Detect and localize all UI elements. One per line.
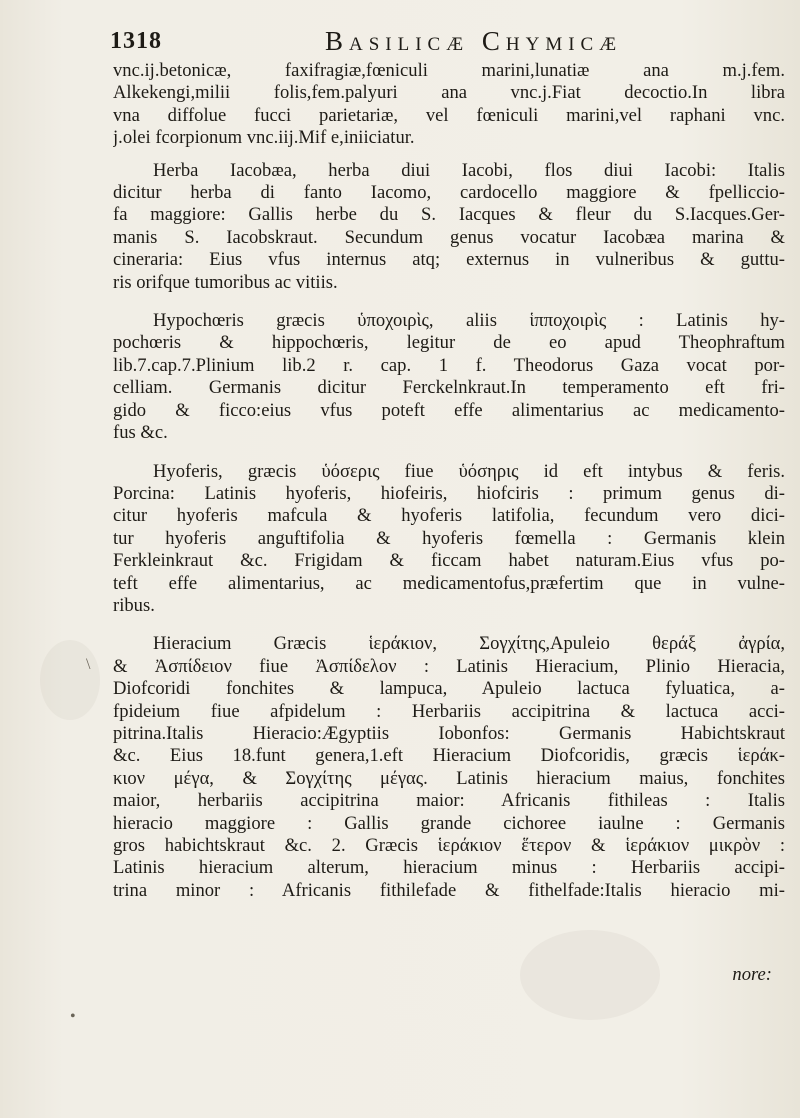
- text-line: Latinis hieracium alterum, hieracium minus : Herbariis accipi-: [113, 857, 785, 879]
- text-line: κιον μέγα, & Σογχίτης μέγας. Latinis hieracium maius, fonchites: [113, 767, 785, 789]
- text-line: &c. Eius 18.funt genera,1.eft Hieracium Diofcoridis, græcis ἱεράκ-: [113, 745, 785, 767]
- text-line: ris orifque tumoribus ac vitiis.: [113, 271, 338, 293]
- text-line: pitrina.Italis Hieracio:Ægyptiis Iobonfos: Germanis Habichtskraut: [113, 722, 785, 744]
- text-line: trina minor : Africanis fithilefade & fithelfade:Italis hieracio mi-: [113, 879, 785, 901]
- margin-mark: •: [70, 1008, 76, 1025]
- text-line: Alkekengi,milii folis,fem.palyuri ana vnc.j.Fiat decoctio.In libra: [113, 82, 785, 104]
- text-line: gros habichtskraut &c. 2. Græcis ἱεράκιον ἕτερον & ἱεράκιον μικρὸν :: [113, 835, 785, 856]
- paragraph-hyoseris: [113, 461, 785, 618]
- text-line: Porcina: Latinis hyoferis, hiofeiris, hiofciris : primum genus di-: [113, 482, 785, 504]
- text-line: Herba Iacobæa, herba diui Iacobi, flos diui Iacobi: Italis: [153, 159, 785, 181]
- paragraph-hieracium: [113, 633, 785, 902]
- running-title: Basilicæ Chymicæ: [325, 26, 623, 56]
- text-line: dicitur herba di fanto Iacomo, cardocello maggiore & fpelliccio-: [113, 182, 785, 204]
- catchword: nore:: [732, 964, 772, 985]
- text-line: hieracio maggiore : Gallis grande cichoree iaulne : Germanis: [113, 812, 785, 834]
- paper-stain: [40, 640, 100, 720]
- text-line: tur hyoferis anguftifolia & hyoferis fœmella : Germanis klein: [113, 527, 785, 549]
- text-line: cineraria: Eius vfus internus atq; externus in vulneribus & guttu-: [113, 249, 785, 271]
- text-line: vnc.ij.betonicæ, faxifragiæ,fœniculi marini,lunatiæ ana m.j.fem.: [113, 60, 785, 81]
- text-line: lib.7.cap.7.Plinium lib.2 r. cap. 1 f. Theodorus Gaza vocat por-: [113, 354, 785, 376]
- text-line: Hypochœris græcis ὑποχοιρὶς, aliis ἱπποχοιρὶς : Latinis hy-: [153, 310, 785, 332]
- text-line: Diofcoridi fonchites & lampuca, Apuleio lactuca fyluatica, a-: [113, 678, 785, 700]
- margin-mark: \: [86, 656, 91, 673]
- text-line: citur hyoferis mafcula & hyoferis latifolia, fecundum vero dici-: [113, 505, 785, 527]
- text-line: ribus.: [113, 594, 155, 616]
- text-line: maior, herbariis accipitrina maior: Africanis fithileas : Italis: [113, 790, 785, 812]
- body-text: [113, 60, 785, 902]
- text-line: fa maggiore: Gallis herbe du S. Iacques & fleur du S.Iacques.Ger-: [113, 204, 785, 226]
- text-line: teft effe alimentarius, ac medicamentofus,præfertim que in vulne-: [113, 572, 785, 594]
- text-line: Hyoferis, græcis ὑόσερις fiue ὑόσηρις id eft intybus & feris.: [153, 460, 785, 482]
- text-line: Hieracium Græcis ἱεράκιον, Σογχίτης,Apuleio θεράξ ἀγρία,: [153, 633, 785, 655]
- text-line: j.olei fcorpionum vnc.iij.Mif e,iniiciatur.: [113, 127, 415, 149]
- paragraph-recipe: [113, 60, 785, 150]
- text-line: fpideium fiue afpidelum : Herbariis accipitrina & lactuca acci-: [113, 700, 785, 722]
- page-number: 1318: [110, 28, 162, 54]
- paragraph-herba-iacobaea: [113, 160, 785, 294]
- text-line: fus &c.: [113, 422, 168, 444]
- text-line: celliam. Germanis dicitur Ferckelnkraut.In temperamento eft fri-: [113, 377, 785, 399]
- text-line: manis S. Iacobskraut. Secundum genus vocatur Iacobæa marina &: [113, 226, 785, 248]
- text-line: pochœris & hippochœris, legitur de eo apud Theophraftum: [113, 332, 785, 354]
- paragraph-hypochoeris: [113, 310, 785, 444]
- text-line: Ferkleinkraut &c. Frigidam & ficcam habet naturam.Eius vfus po-: [113, 550, 785, 572]
- text-line: vna diffolue fucci parietariæ, vel fœniculi marini,vel raphani vnc.: [113, 104, 785, 126]
- paper-stain: [520, 930, 660, 1020]
- text-line: & Ἀσπίδειον fiue Ἀσπίδελον : Latinis Hieracium, Plinio Hieracia,: [113, 655, 785, 677]
- text-line: gido & ficco:eius vfus poteft effe alimentarius ac medicamento-: [113, 399, 785, 421]
